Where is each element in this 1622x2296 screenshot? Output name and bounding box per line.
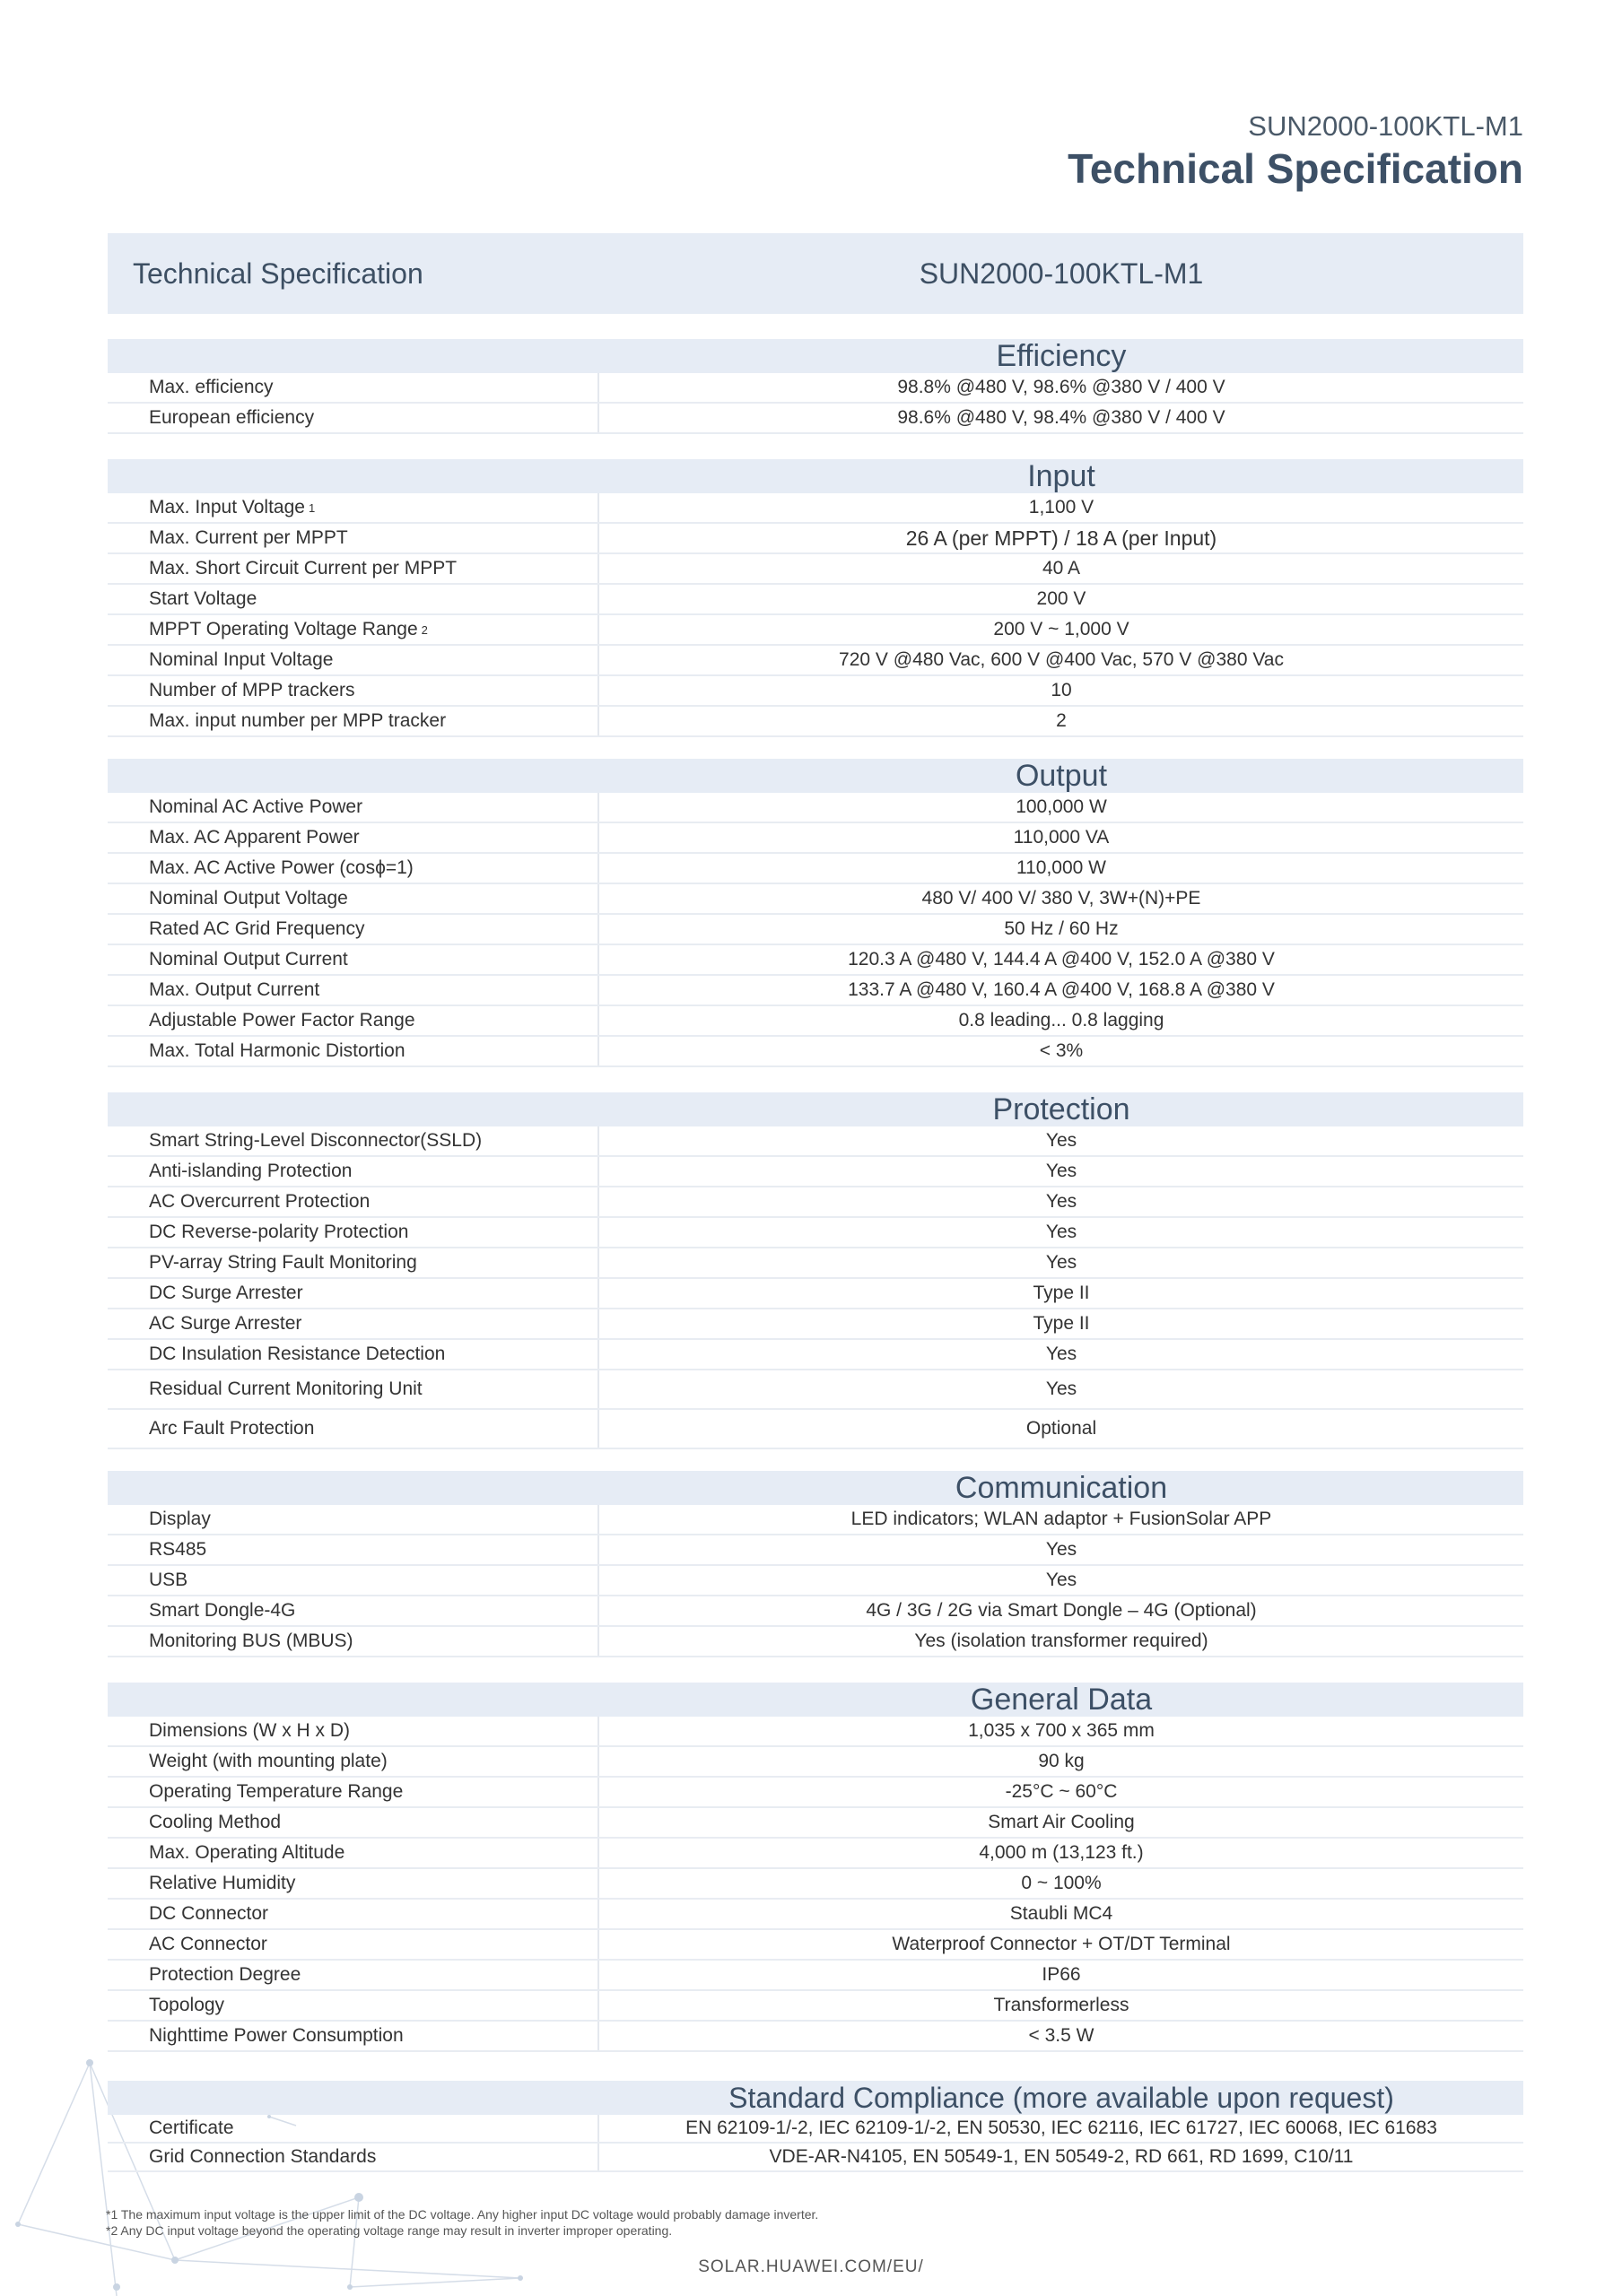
- spec-label-text: AC Connector: [149, 1934, 267, 1954]
- spec-value: Yes (isolation transformer required): [914, 1631, 1208, 1651]
- spec-value: 1,035 x 700 x 365 mm: [968, 1720, 1155, 1741]
- table-row: [108, 1808, 1523, 1839]
- table-row: [108, 1566, 1523, 1596]
- table-row: [108, 1126, 1523, 1157]
- section-title: Communication: [955, 1471, 1168, 1505]
- table-row: [108, 1627, 1523, 1657]
- spec-value: 480 V/ 400 V/ 380 V, 3W+(N)+PE: [921, 888, 1201, 909]
- table-row: [108, 1309, 1523, 1340]
- section-title: Standard Compliance (more available upon request): [728, 2082, 1394, 2114]
- spec-value: EN 62109-1/-2, IEC 62109-1/-2, EN 50530, IEC 62116, IEC 61727, IEC 60068, IEC 61683: [685, 2118, 1437, 2138]
- footnote: *2 Any DC input voltage beyond the operating voltage range may result in inverter improper operating.: [106, 2223, 673, 2238]
- spec-value: 4,000 m (13,123 ft.): [979, 1842, 1144, 1863]
- spec-value: Yes: [1045, 1344, 1077, 1364]
- spec-label-text: DC Connector: [149, 1903, 269, 1924]
- spec-label: [108, 1869, 599, 1898]
- table-row: [108, 2022, 1523, 2052]
- spec-label: Grid Connection Standards: [108, 2144, 599, 2170]
- spec-table-header: [108, 233, 1523, 314]
- spec-value: 720 V @480 Vac, 600 V @400 Vac, 570 V @380 Vac: [839, 649, 1284, 670]
- table-row: [108, 1370, 1523, 1410]
- spec-value: Yes: [1045, 1191, 1077, 1212]
- spec-label-text: Dimensions (W x H x D): [149, 1720, 351, 1741]
- spec-label: [108, 1340, 599, 1369]
- spec-label: [108, 554, 599, 583]
- section-title: General Data: [970, 1683, 1153, 1717]
- spec-value: 10: [1051, 680, 1072, 700]
- spec-label-text: Smart String-Level Disconnector(SSLD): [149, 1130, 483, 1151]
- table-row: [108, 884, 1523, 915]
- spec-label: [108, 1126, 599, 1155]
- table-row: [108, 373, 1523, 404]
- spec-label: [108, 1930, 599, 1959]
- spec-value: Staubli MC4: [1009, 1903, 1113, 1924]
- spec-label-text: Adjustable Power Factor Range: [149, 1010, 415, 1031]
- spec-label-text: Monitoring BUS (MBUS): [149, 1631, 353, 1651]
- spec-label-text: Max. Current per MPPT: [149, 527, 348, 548]
- section-communication: [108, 1471, 1523, 1657]
- spec-value: Yes: [1045, 1222, 1077, 1242]
- spec-label-text: Nominal Output Current: [149, 949, 348, 970]
- table-row: [108, 707, 1523, 737]
- spec-label-text: Protection Degree: [149, 1964, 301, 1985]
- section-heading: [108, 1471, 1523, 1505]
- spec-value: Yes: [1045, 1130, 1077, 1151]
- spec-label: [108, 1279, 599, 1308]
- table-row: [108, 1157, 1523, 1187]
- spec-value: Transformerless: [993, 1995, 1129, 2015]
- section-title: Output: [1015, 759, 1108, 793]
- spec-label: [108, 1839, 599, 1867]
- table-row: [108, 524, 1523, 554]
- table-row: [108, 1006, 1523, 1037]
- spec-value: 50 Hz / 60 Hz: [1004, 918, 1119, 939]
- spec-label: [108, 1006, 599, 1035]
- table-row: [108, 615, 1523, 646]
- section-title: Efficiency: [996, 339, 1127, 373]
- table-row: [108, 1930, 1523, 1961]
- page-title: Technical Specification: [1068, 145, 1523, 192]
- spec-label: [108, 1717, 599, 1745]
- table-row: [108, 1279, 1523, 1309]
- spec-label-text: USB: [149, 1570, 188, 1590]
- section-heading: [108, 1683, 1523, 1717]
- spec-value: Yes: [1045, 1161, 1077, 1181]
- table-row: [108, 1596, 1523, 1627]
- table-row: [108, 976, 1523, 1006]
- table-row: [108, 915, 1523, 945]
- spec-value: IP66: [1042, 1964, 1081, 1985]
- spec-value: 100,000 W: [1016, 796, 1107, 817]
- spec-label: [108, 1410, 599, 1448]
- spec-label-text: Nighttime Power Consumption: [149, 2025, 404, 2046]
- spec-label: [108, 524, 599, 552]
- spec-value: 90 kg: [1038, 1751, 1085, 1771]
- spec-value: Yes: [1045, 1378, 1077, 1399]
- spec-label-text: RS485: [149, 1539, 207, 1560]
- spec-label-text: Number of MPP trackers: [149, 680, 355, 700]
- spec-label-text: Max. Operating Altitude: [149, 1842, 345, 1863]
- spec-label: [108, 1747, 599, 1776]
- table-row: [108, 1991, 1523, 2022]
- spec-label-text: Smart Dongle-4G: [149, 1600, 296, 1621]
- section-heading: [108, 339, 1523, 373]
- spec-label: [108, 976, 599, 1004]
- spec-value: Type II: [1033, 1313, 1090, 1334]
- table-row: [108, 823, 1523, 854]
- section-heading: [108, 459, 1523, 493]
- spec-value: Yes: [1045, 1570, 1077, 1590]
- spec-label: [108, 1505, 599, 1534]
- spec-label-text: Anti-islanding Protection: [149, 1161, 353, 1181]
- section-output: [108, 759, 1523, 1067]
- spec-label: [108, 1037, 599, 1065]
- section-input: [108, 459, 1523, 737]
- spec-label: [108, 493, 599, 522]
- spec-label-text: Max. Short Circuit Current per MPPT: [149, 558, 458, 578]
- spec-value: Smart Air Cooling: [988, 1812, 1135, 1832]
- spec-label-text: Residual Current Monitoring Unit: [149, 1378, 423, 1399]
- spec-value: Type II: [1033, 1283, 1090, 1303]
- spec-value: 110,000 W: [1016, 857, 1106, 878]
- table-row: [108, 1869, 1523, 1900]
- spec-value: 200 V: [1036, 588, 1086, 609]
- table-row: [108, 1839, 1523, 1869]
- spec-label: [108, 676, 599, 705]
- section-title: Input: [1027, 459, 1095, 493]
- spec-value: Yes: [1045, 1539, 1077, 1560]
- spec-label: [108, 945, 599, 974]
- spec-label: [108, 915, 599, 944]
- spec-value: < 3%: [1039, 1040, 1084, 1061]
- table-row: [108, 2144, 1523, 2172]
- footnotes: [106, 2206, 818, 2239]
- spec-label-text: AC Overcurrent Protection: [149, 1191, 371, 1212]
- spec-value: 133.7 A @480 V, 160.4 A @400 V, 168.8 A @380 V: [848, 979, 1275, 1000]
- spec-label-text: Max. Total Harmonic Distortion: [149, 1040, 406, 1061]
- spec-label-text: European efficiency: [149, 407, 315, 428]
- spec-label-text: Nominal Input Voltage: [149, 649, 334, 670]
- section-heading: [108, 1092, 1523, 1126]
- spec-value: 110,000 VA: [1013, 827, 1110, 848]
- spec-value: 40 A: [1042, 558, 1081, 578]
- spec-label-text: Start Voltage: [149, 588, 257, 609]
- spec-label: [108, 585, 599, 613]
- table-row: [108, 1778, 1523, 1808]
- spec-label-text: Nominal AC Active Power: [149, 796, 363, 817]
- table-row: [108, 1505, 1523, 1535]
- footnote: *1 The maximum input voltage is the upper limit of the DC voltage. Any higher input DC voltage would probably damage inverter.: [106, 2207, 819, 2222]
- spec-value: LED indicators; WLAN adaptor + FusionSolar APP: [850, 1509, 1272, 1529]
- spec-header-label: Technical Specification: [133, 257, 423, 290]
- table-row: [108, 1961, 1523, 1991]
- spec-label-text: Weight (with mounting plate): [149, 1751, 388, 1771]
- table-row: [108, 493, 1523, 524]
- header-model: SUN2000-100KTL-M1: [1248, 110, 1523, 142]
- spec-label-text: Rated AC Grid Frequency: [149, 918, 365, 939]
- section-heading: [108, 2081, 1523, 2115]
- page-header: [1068, 109, 1523, 194]
- footer-url[interactable]: SOLAR.HUAWEI.COM/EU/: [698, 2257, 924, 2276]
- spec-label-text: Operating Temperature Range: [149, 1781, 404, 1802]
- table-row: [108, 1037, 1523, 1067]
- spec-label: [108, 373, 599, 402]
- spec-label: [108, 1900, 599, 1928]
- table-row: [108, 554, 1523, 585]
- spec-value: VDE-AR-N4105, EN 50549-1, EN 50549-2, RD 661, RD 1699, C10/11: [769, 2146, 1354, 2167]
- spec-label-text: Cooling Method: [149, 1812, 282, 1832]
- table-row: [108, 1340, 1523, 1370]
- spec-label: [108, 404, 599, 432]
- spec-header-model: SUN2000-100KTL-M1: [919, 257, 1204, 290]
- table-row: [108, 1900, 1523, 1930]
- table-row: [108, 404, 1523, 434]
- spec-value: Yes: [1045, 1252, 1077, 1273]
- spec-label-text: Max. Input Voltage: [149, 497, 305, 517]
- spec-value: 200 V ~ 1,000 V: [993, 619, 1129, 639]
- spec-value: 120.3 A @480 V, 144.4 A @400 V, 152.0 A @380 V: [848, 949, 1275, 970]
- footnote-marker: 1: [308, 500, 316, 515]
- table-row: [108, 793, 1523, 823]
- section-protection: [108, 1092, 1523, 1449]
- table-row: [108, 1187, 1523, 1218]
- spec-label: [108, 707, 599, 735]
- spec-label: [108, 1218, 599, 1247]
- spec-value: 0 ~ 100%: [1021, 1873, 1102, 1893]
- spec-label-text: Topology: [149, 1995, 225, 2015]
- spec-label: [108, 884, 599, 913]
- table-row: [108, 1747, 1523, 1778]
- table-row: [108, 1717, 1523, 1747]
- spec-label: [108, 1309, 599, 1338]
- spec-label: [108, 854, 599, 883]
- spec-label: [108, 1627, 599, 1656]
- table-row: [108, 676, 1523, 707]
- spec-label-text: Display: [149, 1509, 211, 1529]
- spec-label: [108, 1596, 599, 1625]
- table-row: [108, 1218, 1523, 1248]
- spec-label: [108, 1370, 599, 1408]
- spec-label: Certificate: [108, 2115, 599, 2142]
- spec-label-text: DC Reverse-polarity Protection: [149, 1222, 409, 1242]
- table-row: [108, 1535, 1523, 1566]
- spec-value: Waterproof Connector + OT/DT Terminal: [892, 1934, 1231, 1954]
- spec-label: [108, 615, 599, 644]
- spec-label-text: Relative Humidity: [149, 1873, 296, 1893]
- footnote-marker: 2: [421, 622, 428, 637]
- spec-label: [108, 1535, 599, 1564]
- spec-label: [108, 1961, 599, 1989]
- spec-label-text: Nominal Output Voltage: [149, 888, 348, 909]
- table-row: [108, 585, 1523, 615]
- spec-label: [108, 2022, 599, 2050]
- spec-label-text: Arc Fault Protection: [149, 1418, 315, 1439]
- section-efficiency: [108, 339, 1523, 434]
- spec-label-text: Max. Output Current: [149, 979, 320, 1000]
- spec-label: [108, 1808, 599, 1837]
- section-compliance: [108, 2081, 1523, 2172]
- spec-label: [108, 823, 599, 852]
- spec-label-text: AC Surge Arrester: [149, 1313, 302, 1334]
- table-row: [108, 1248, 1523, 1279]
- spec-value: 98.6% @480 V, 98.4% @380 V / 400 V: [897, 407, 1225, 428]
- spec-label-text: Max. efficiency: [149, 377, 274, 397]
- spec-label-text: Max. input number per MPP tracker: [149, 710, 447, 731]
- table-row: [108, 646, 1523, 676]
- spec-value: 0.8 leading... 0.8 lagging: [958, 1010, 1164, 1031]
- spec-label-text: DC Insulation Resistance Detection: [149, 1344, 446, 1364]
- spec-label-text: MPPT Operating Voltage Range: [149, 619, 418, 639]
- spec-label-text: Max. AC Active Power (cosϕ=1): [149, 857, 414, 878]
- spec-value: 98.8% @480 V, 98.6% @380 V / 400 V: [897, 377, 1225, 397]
- spec-label: [108, 793, 599, 822]
- section-general-data: [108, 1683, 1523, 2052]
- spec-label-text: DC Surge Arrester: [149, 1283, 303, 1303]
- spec-value: Optional: [1025, 1418, 1097, 1439]
- spec-value: < 3.5 W: [1028, 2025, 1094, 2046]
- spec-label: [108, 1248, 599, 1277]
- spec-label: [108, 1778, 599, 1806]
- spec-label: [108, 1157, 599, 1186]
- table-row: [108, 2115, 1523, 2144]
- spec-label: [108, 1187, 599, 1216]
- spec-value: 2: [1056, 710, 1067, 731]
- section-title: Protection: [992, 1092, 1130, 1126]
- table-row: [108, 945, 1523, 976]
- spec-label: [108, 646, 599, 674]
- spec-label: [108, 1991, 599, 2020]
- spec-value: 26 A (per MPPT) / 18 A (per Input): [905, 526, 1217, 550]
- spec-label: [108, 1566, 599, 1595]
- spec-value: 4G / 3G / 2G via Smart Dongle – 4G (Optional): [866, 1600, 1257, 1621]
- spec-label-text: Max. AC Apparent Power: [149, 827, 360, 848]
- table-row: [108, 1410, 1523, 1449]
- section-heading: [108, 759, 1523, 793]
- spec-label-text: PV-array String Fault Monitoring: [149, 1252, 417, 1273]
- table-row: [108, 854, 1523, 884]
- spec-value: 1,100 V: [1028, 497, 1094, 517]
- spec-value: -25°C ~ 60°C: [1005, 1781, 1118, 1802]
